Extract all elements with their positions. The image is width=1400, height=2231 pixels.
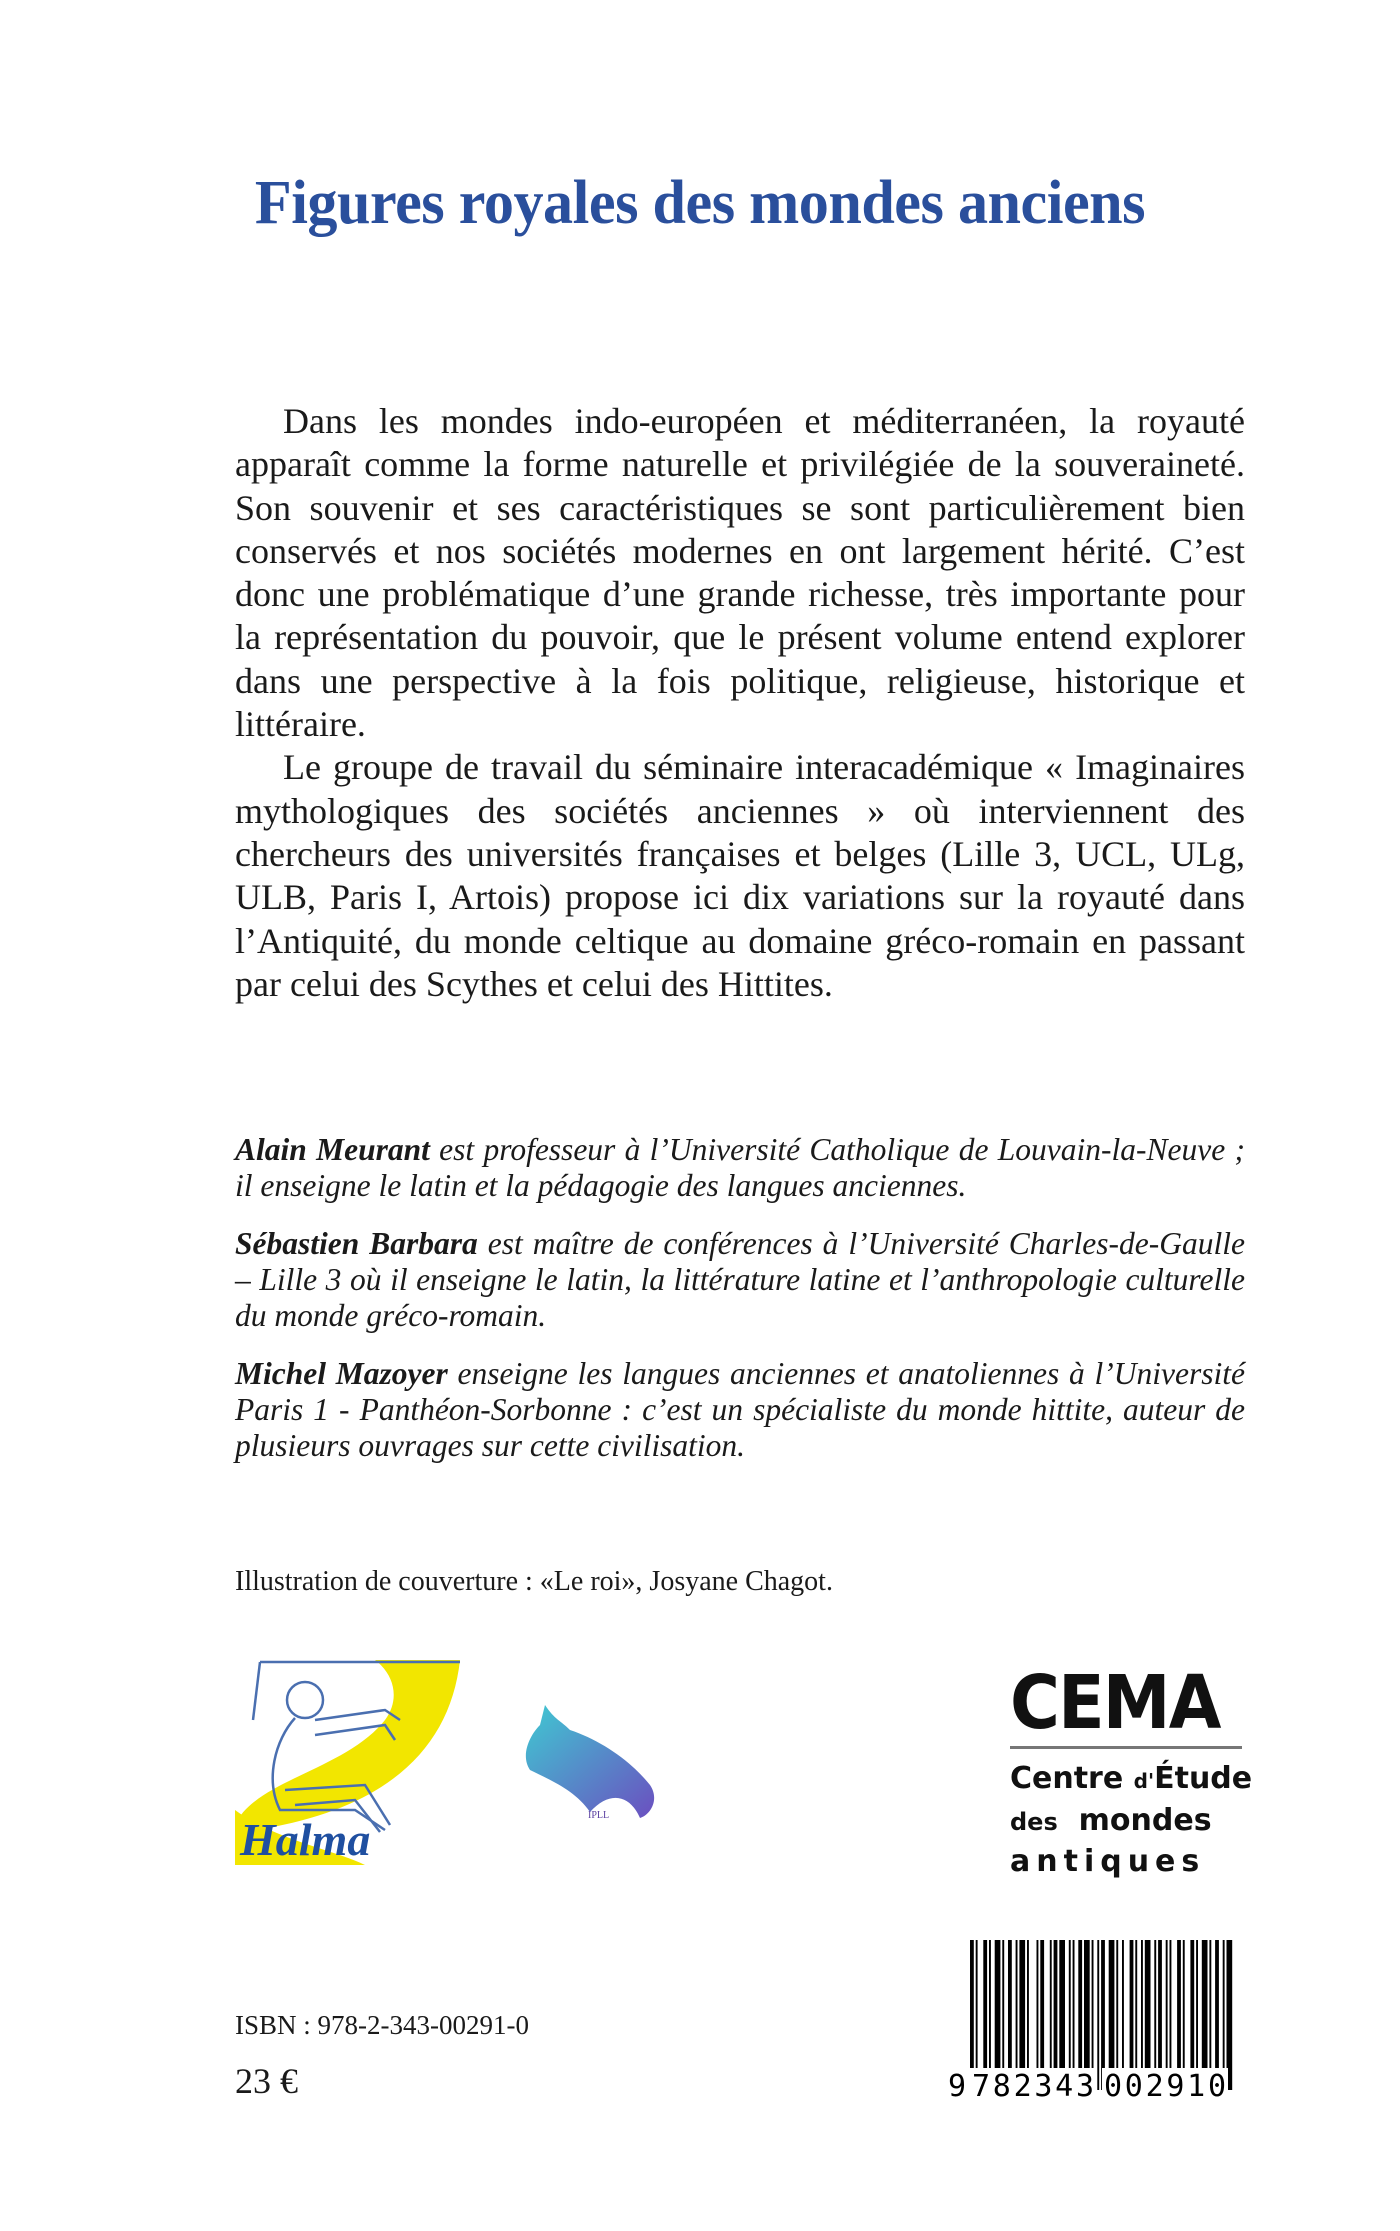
barcode-bar	[1141, 1940, 1143, 2068]
summary-paragraph: Le groupe de travail du séminaire interacadémique « Imaginaires mythologiques des sociétés anciennes » où interviennent des chercheurs des universités françaises et belges (Lille 3, UCL, ULg, ULB, Paris I, Artois) propose ici dix variations sur la royauté dans l’Antiquité, du monde celtique au domaine gréco-romain en passant par celui des Scythes et celui des Hittites.	[235, 747, 1245, 1004]
cema-text: mondes	[1078, 1803, 1212, 1838]
barcode-bar	[1122, 1940, 1124, 2068]
barcode-bar	[1097, 1940, 1099, 2090]
barcode-bar	[976, 1940, 978, 2090]
barcode-bar	[1177, 1940, 1181, 2068]
halma-logo-text: Halma	[240, 1814, 371, 1865]
barcode-right-digits: 002910	[1104, 2069, 1226, 2098]
barcode-bar	[1050, 1940, 1052, 2068]
halma-logo	[235, 1660, 497, 1865]
author-bio-text: est professeur à l’Université Catholique de Louvain-la-Neuve ; il enseigne le latin et la pédagogie des langues anciennes.	[235, 1132, 1245, 1203]
barcode-bar	[1078, 1940, 1082, 2068]
barcode-bar	[1196, 1940, 1198, 2068]
barcode-bar	[1215, 1940, 1219, 2068]
barcode-bar	[1092, 1940, 1094, 2068]
barcode-bar	[1101, 1940, 1105, 2090]
barcode-bar	[1084, 1940, 1090, 2068]
author-name: Sébastien Barbara	[235, 1226, 478, 1261]
barcode-bar	[1227, 1940, 1233, 2090]
cema-logo	[1010, 1660, 1253, 1882]
barcode-bar	[1040, 1940, 1044, 2068]
barcode	[948, 1940, 1248, 2098]
barcode-bar	[1190, 1940, 1194, 2068]
book-title: Figures royales des mondes anciens	[254, 169, 1146, 237]
barcode-bar	[1002, 1940, 1004, 2068]
cema-logo-title: CEMA	[1010, 1660, 1220, 1746]
barcode-bar	[1223, 1940, 1225, 2090]
barcode-bar	[1037, 1940, 1039, 2068]
isbn: ISBN : 978-2-343-00291-0	[235, 2010, 529, 2040]
barcode-bar	[1059, 1940, 1065, 2068]
barcode-bar	[1145, 1940, 1151, 2068]
barcode-bar	[1069, 1940, 1071, 2068]
barcode-bar	[1158, 1940, 1162, 2068]
barcode-bar	[1027, 1940, 1029, 2068]
barcode-bar	[1183, 1940, 1185, 2068]
barcode-bar	[1073, 1940, 1075, 2068]
author-bio	[235, 1356, 1245, 1464]
barcode-bar	[1019, 1940, 1025, 2068]
barcode-bar	[1166, 1940, 1168, 2068]
cema-text: antiques	[1010, 1844, 1206, 1879]
price: 23 €	[235, 2061, 298, 2101]
barcode-bar	[1054, 1940, 1058, 2068]
author-bio	[235, 1226, 1245, 1334]
cema-text: Centre	[1010, 1761, 1124, 1796]
cema-logo-rule	[1010, 1746, 1242, 1749]
barcode-bar	[995, 1940, 1001, 2068]
barcode-bar	[1109, 1940, 1115, 2068]
summary-paragraph: Dans les mondes indo-européen et méditerranéen, la royauté apparaît comme la forme naturelle et privilégiée de la souveraineté. Son souvenir et ses caractéristiques se sont particulièrement bien conservés et nos sociétés modernes en ont largement hérité. C’est donc une problématique d’une grande richesse, très importante pour la représentation du pouvoir, que le présent volume entend explorer dans une perspective à la fois politique, religieuse, historique et littéraire.	[235, 401, 1245, 745]
author-name: Michel Mazoyer	[235, 1356, 448, 1391]
barcode-bar	[989, 1940, 991, 2068]
barcode-first-digit: 9	[948, 2069, 967, 2098]
barcode-bar	[1130, 1940, 1134, 2068]
author-bio-text: enseigne les langues anciennes et anatoliennes à l’Université Paris 1 - Panthéon-Sorbonne : c’est un spécialiste du monde hittite, auteur de plusieurs ouvrages sur cette civilisation.	[235, 1356, 1246, 1463]
cema-text: des	[1010, 1808, 1058, 1836]
barcode-bar	[1016, 1940, 1018, 2068]
barcode-bar	[1116, 1940, 1118, 2068]
ipll-logo	[520, 1700, 680, 1825]
author-name: Alain Meurant	[235, 1132, 430, 1167]
barcode-bar	[1154, 1940, 1156, 2068]
cema-text: d'	[1133, 1769, 1155, 1793]
summary	[235, 400, 1245, 1006]
barcode-bar	[1209, 1940, 1211, 2068]
barcode-left-digits: 782343	[972, 2069, 1094, 2098]
barcode-bar	[983, 1940, 987, 2068]
barcode-bar	[1008, 1940, 1012, 2068]
barcode-bar	[1135, 1940, 1137, 2068]
barcode-bar	[970, 1940, 974, 2090]
cema-text: Étude	[1154, 1761, 1253, 1796]
author-bios	[235, 1132, 1245, 1486]
author-bio-text: est maître de conférences à l’Université Charles-de-Gaulle – Lille 3 où il enseigne le latin, la littérature latine et l’anthropologie culturelle du monde gréco-romain.	[235, 1226, 1245, 1333]
barcode-bar	[1202, 1940, 1208, 2068]
author-bio	[235, 1132, 1245, 1204]
barcode-bar	[1170, 1940, 1172, 2068]
illustration-credit: Illustration de couverture : «Le roi», Josyane Chagot.	[235, 1566, 833, 1597]
ipll-logo-text: IPLL	[588, 1810, 610, 1821]
